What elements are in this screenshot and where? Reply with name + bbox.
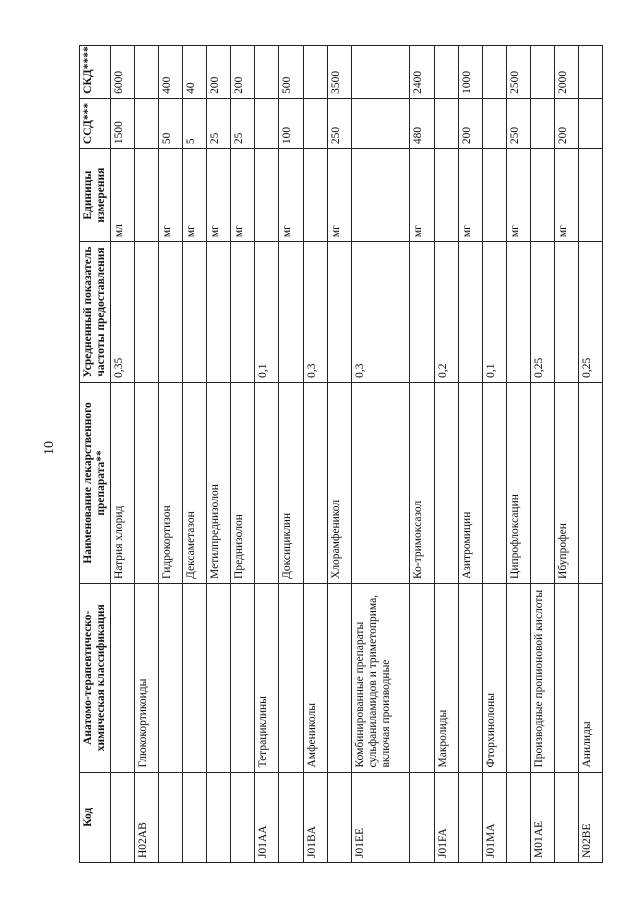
cell-atc [506, 583, 530, 772]
cell-skd [578, 46, 602, 99]
cell-atc [279, 583, 303, 772]
header-ssd: ССД*** [80, 98, 111, 148]
cell-drug [434, 382, 458, 583]
cell-frequency [506, 242, 530, 383]
cell-unit: мг [410, 149, 434, 242]
cell-frequency: 0,25 [578, 242, 602, 383]
cell-drug: Ципрофлоксацин [506, 382, 530, 583]
cell-ssd: 250 [506, 98, 530, 148]
cell-drug [351, 382, 410, 583]
cell-frequency [410, 242, 434, 383]
table-row [255, 46, 279, 863]
cell-unit [135, 149, 159, 242]
cell-skd: 200 [207, 46, 231, 99]
cell-ssd [434, 98, 458, 148]
cell-skd: 400 [159, 46, 183, 99]
drug-table [79, 45, 603, 863]
cell-code: N02BE [578, 772, 602, 862]
cell-code: J01BA [303, 772, 327, 862]
cell-skd [530, 46, 554, 99]
cell-unit: мл [111, 149, 135, 242]
cell-code [279, 772, 303, 862]
table-row [159, 46, 183, 863]
cell-ssd: 200 [458, 98, 482, 148]
cell-skd: 200 [231, 46, 255, 99]
cell-frequency [183, 242, 207, 383]
cell-skd: 3500 [327, 46, 351, 99]
cell-code: H02AB [135, 772, 159, 862]
cell-code [231, 772, 255, 862]
cell-frequency: 0,35 [111, 242, 135, 383]
cell-atc [183, 583, 207, 772]
cell-code [458, 772, 482, 862]
header-code: Код [80, 772, 111, 862]
cell-code [506, 772, 530, 862]
cell-skd: 40 [183, 46, 207, 99]
cell-drug: Азитромицин [458, 382, 482, 583]
cell-unit [434, 149, 458, 242]
cell-skd [135, 46, 159, 99]
header-drug: Наименование лекарственного препарата** [80, 382, 111, 583]
table-header-row [80, 46, 111, 863]
cell-code [327, 772, 351, 862]
table-row [554, 46, 578, 863]
table-row [231, 46, 255, 863]
header-skd: СКД**** [80, 46, 111, 99]
table-row [207, 46, 231, 863]
cell-drug: Дексаметазон [183, 382, 207, 583]
cell-atc [554, 583, 578, 772]
cell-frequency: 0,3 [351, 242, 410, 383]
cell-code: J01FA [434, 772, 458, 862]
table-row [482, 46, 506, 863]
table-row [135, 46, 159, 863]
cell-unit: мг [327, 149, 351, 242]
cell-drug [482, 382, 506, 583]
cell-atc: Фторхинолоны [482, 583, 506, 772]
table-row [279, 46, 303, 863]
cell-drug [135, 382, 159, 583]
table-row [410, 46, 434, 863]
cell-ssd: 200 [554, 98, 578, 148]
cell-frequency [135, 242, 159, 383]
cell-frequency: 0,3 [303, 242, 327, 383]
cell-atc [159, 583, 183, 772]
cell-skd [351, 46, 410, 99]
cell-unit: мг [207, 149, 231, 242]
cell-frequency: 0,1 [482, 242, 506, 383]
cell-code [207, 772, 231, 862]
cell-atc: Комбинированные препараты сульфаниламидов и триметоприма, включая производные [351, 583, 410, 772]
table-row [111, 46, 135, 863]
cell-skd [434, 46, 458, 99]
cell-skd: 6000 [111, 46, 135, 99]
cell-unit: мг [159, 149, 183, 242]
cell-code [410, 772, 434, 862]
cell-code [183, 772, 207, 862]
cell-skd: 2000 [554, 46, 578, 99]
cell-drug [578, 382, 602, 583]
cell-atc [231, 583, 255, 772]
table-body [111, 46, 603, 863]
cell-drug: Метилпреднизолон [207, 382, 231, 583]
cell-drug: Гидрокортизон [159, 382, 183, 583]
cell-ssd [578, 98, 602, 148]
cell-unit [351, 149, 410, 242]
cell-atc: Глюкокортикоиды [135, 583, 159, 772]
cell-frequency [458, 242, 482, 383]
header-atc: Анатомо-терапевтическо-химическая классификация [80, 583, 111, 772]
cell-atc [410, 583, 434, 772]
cell-unit: мг [458, 149, 482, 242]
cell-drug [530, 382, 554, 583]
table-row [434, 46, 458, 863]
table-row [578, 46, 602, 863]
cell-code: M01AE [530, 772, 554, 862]
cell-drug: Ко-тримоксазол [410, 382, 434, 583]
cell-ssd: 5 [183, 98, 207, 148]
cell-skd: 2400 [410, 46, 434, 99]
cell-ssd: 50 [159, 98, 183, 148]
cell-skd [482, 46, 506, 99]
cell-ssd [135, 98, 159, 148]
cell-code: J01AA [255, 772, 279, 862]
cell-atc: Макролиды [434, 583, 458, 772]
cell-atc [111, 583, 135, 772]
cell-ssd: 480 [410, 98, 434, 148]
cell-code [554, 772, 578, 862]
cell-ssd [303, 98, 327, 148]
cell-frequency [159, 242, 183, 383]
page-number: 10 [42, 441, 57, 455]
table-row [506, 46, 530, 863]
cell-frequency [327, 242, 351, 383]
cell-code [159, 772, 183, 862]
cell-atc: Тетрациклины [255, 583, 279, 772]
cell-drug: Хлорамфеникол [327, 382, 351, 583]
cell-drug [255, 382, 279, 583]
cell-ssd [255, 98, 279, 148]
cell-unit: мг [183, 149, 207, 242]
cell-code: J01EE [351, 772, 410, 862]
cell-skd [303, 46, 327, 99]
cell-unit: мг [231, 149, 255, 242]
cell-atc [207, 583, 231, 772]
cell-frequency: 0,25 [530, 242, 554, 383]
cell-unit [255, 149, 279, 242]
cell-ssd: 1500 [111, 98, 135, 148]
cell-code [111, 772, 135, 862]
cell-unit: мг [279, 149, 303, 242]
cell-frequency: 0,2 [434, 242, 458, 383]
cell-atc [327, 583, 351, 772]
cell-ssd: 100 [279, 98, 303, 148]
cell-skd [255, 46, 279, 99]
cell-ssd: 250 [327, 98, 351, 148]
cell-skd: 500 [279, 46, 303, 99]
cell-atc [458, 583, 482, 772]
cell-atc: Амфениколы [303, 583, 327, 772]
cell-frequency [207, 242, 231, 383]
cell-drug: Преднизолон [231, 382, 255, 583]
header-unit: Единицы измерения [80, 149, 111, 242]
cell-atc: Производные пропионовой кислоты [530, 583, 554, 772]
cell-drug [303, 382, 327, 583]
cell-frequency [279, 242, 303, 383]
cell-unit [578, 149, 602, 242]
cell-ssd: 25 [207, 98, 231, 148]
table-row [183, 46, 207, 863]
drug-table-rotated [79, 45, 603, 863]
table-row [530, 46, 554, 863]
cell-skd: 1000 [458, 46, 482, 99]
header-frequency: Усредненный показатель частоты предоставления [80, 242, 111, 383]
cell-frequency: 0,1 [255, 242, 279, 383]
cell-drug: Натрия хлорид [111, 382, 135, 583]
cell-unit: мг [554, 149, 578, 242]
table-row [351, 46, 410, 863]
cell-frequency [231, 242, 255, 383]
cell-drug: Ибупрофен [554, 382, 578, 583]
cell-code: J01MA [482, 772, 506, 862]
cell-unit [482, 149, 506, 242]
table-row [303, 46, 327, 863]
table-row [458, 46, 482, 863]
cell-skd: 2500 [506, 46, 530, 99]
cell-drug: Доксициклин [279, 382, 303, 583]
cell-frequency [554, 242, 578, 383]
cell-ssd [530, 98, 554, 148]
cell-unit [530, 149, 554, 242]
cell-atc: Анилиды [578, 583, 602, 772]
cell-ssd: 25 [231, 98, 255, 148]
cell-unit [303, 149, 327, 242]
cell-ssd [482, 98, 506, 148]
cell-unit: мг [506, 149, 530, 242]
cell-ssd [351, 98, 410, 148]
table-row [327, 46, 351, 863]
